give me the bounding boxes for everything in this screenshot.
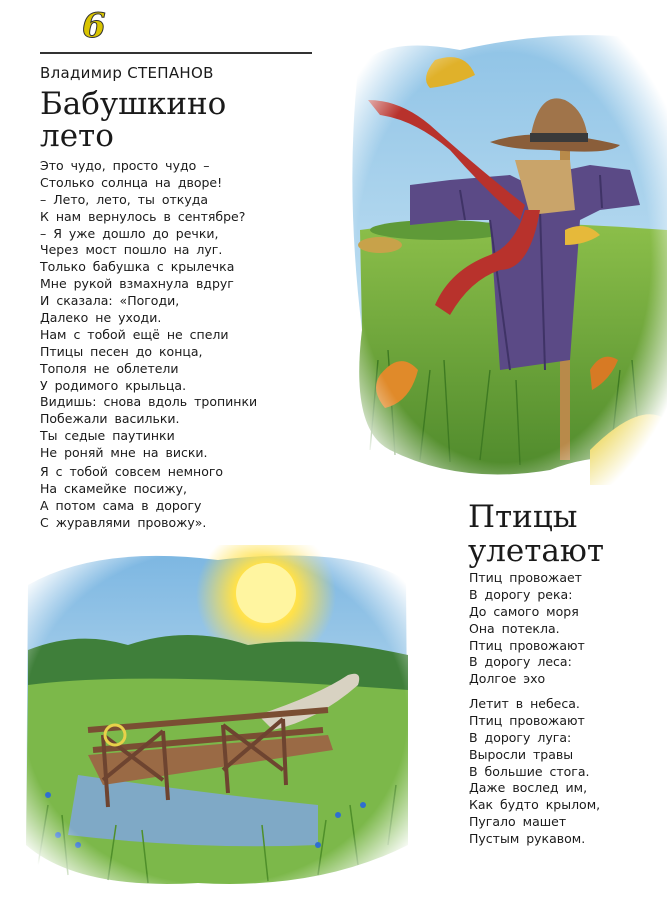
- verse-line: В большие стога.: [469, 763, 590, 779]
- page-number: 6: [82, 6, 106, 46]
- author-name: Владимир СТЕПАНОВ: [40, 64, 214, 82]
- verse-line: – Я уже дошло до речки,: [40, 225, 219, 241]
- verse-line: Она потекла.: [469, 620, 560, 636]
- verse-line: До самого моря: [469, 603, 579, 619]
- poem2-stanza2: [469, 696, 600, 848]
- verse-line: С журавлями провожу».: [40, 514, 207, 530]
- verse-line: Долгое эхо: [469, 671, 546, 687]
- verse-line: Нам с тобой ещё не спели: [40, 326, 229, 342]
- verse-line: Только бабушка с крылечка: [40, 259, 235, 275]
- verse-line: Летит в небеса.: [469, 696, 580, 711]
- poem-title-line: улетают: [468, 533, 605, 569]
- verse-line: Выросли травы: [469, 746, 574, 762]
- verse-line: Видишь: снова вдоль тропинки: [40, 394, 258, 410]
- verse-line: У родимого крыльца.: [40, 377, 187, 393]
- verse-line: Не роняй мне на виски.: [40, 445, 208, 461]
- verse-line: – Лето, лето, ты откуда: [40, 191, 209, 207]
- verse-line: Это чудо, просто чудо –: [40, 158, 210, 173]
- verse-line: К нам вернулось в сентябре?: [40, 208, 246, 224]
- verse-line: Столько солнца на дворе!: [40, 174, 223, 190]
- verse-line: В дорогу леса:: [469, 654, 572, 670]
- verse-line: Я с тобой совсем немного: [40, 464, 224, 479]
- verse-line: И сказала: «Погоди,: [40, 293, 180, 309]
- poem1-stanza2: [40, 464, 223, 532]
- poem-title-line: Бабушкино: [40, 86, 227, 122]
- verse-line: Птиц провожают: [469, 712, 585, 728]
- poem1-stanza1: [40, 158, 257, 462]
- verse-line: Птиц провожают: [469, 637, 585, 653]
- verse-line: В дорогу луга:: [469, 729, 572, 745]
- poem-title-line: Птицы: [468, 499, 578, 535]
- verse-line: Птицы песен до конца,: [40, 343, 203, 359]
- poem-title-ptitsy-uletayut: [468, 500, 604, 568]
- poem-title-babushkino-leto: [40, 88, 226, 152]
- verse-line: Как будто крылом,: [469, 797, 601, 813]
- scarecrow-illustration: [340, 30, 667, 485]
- verse-line: Далеко не уходи.: [40, 310, 162, 326]
- verse-line: На скамейке посижу,: [40, 480, 188, 496]
- verse-line: А потом сама в дорогу: [40, 497, 202, 513]
- verse-line: Тополя не облетели: [40, 360, 179, 376]
- verse-line: Птиц провожает: [469, 570, 582, 585]
- verse-line: Даже вослед им,: [469, 780, 588, 796]
- verse-line: Пустым рукавом.: [469, 831, 586, 847]
- header-rule: [40, 52, 312, 54]
- verse-line: Через мост пошло на луг.: [40, 242, 223, 258]
- verse-line: Пугало машет: [469, 814, 567, 830]
- poem2-stanza1: [469, 570, 585, 688]
- bridge-landscape-illustration: [18, 545, 413, 890]
- verse-line: Мне рукой взмахнула вдруг: [40, 276, 234, 292]
- verse-line: Побежали васильки.: [40, 411, 180, 427]
- poem-title-line: лето: [40, 118, 114, 154]
- verse-line: В дорогу река:: [469, 586, 573, 602]
- verse-line: Ты седые паутинки: [40, 428, 175, 444]
